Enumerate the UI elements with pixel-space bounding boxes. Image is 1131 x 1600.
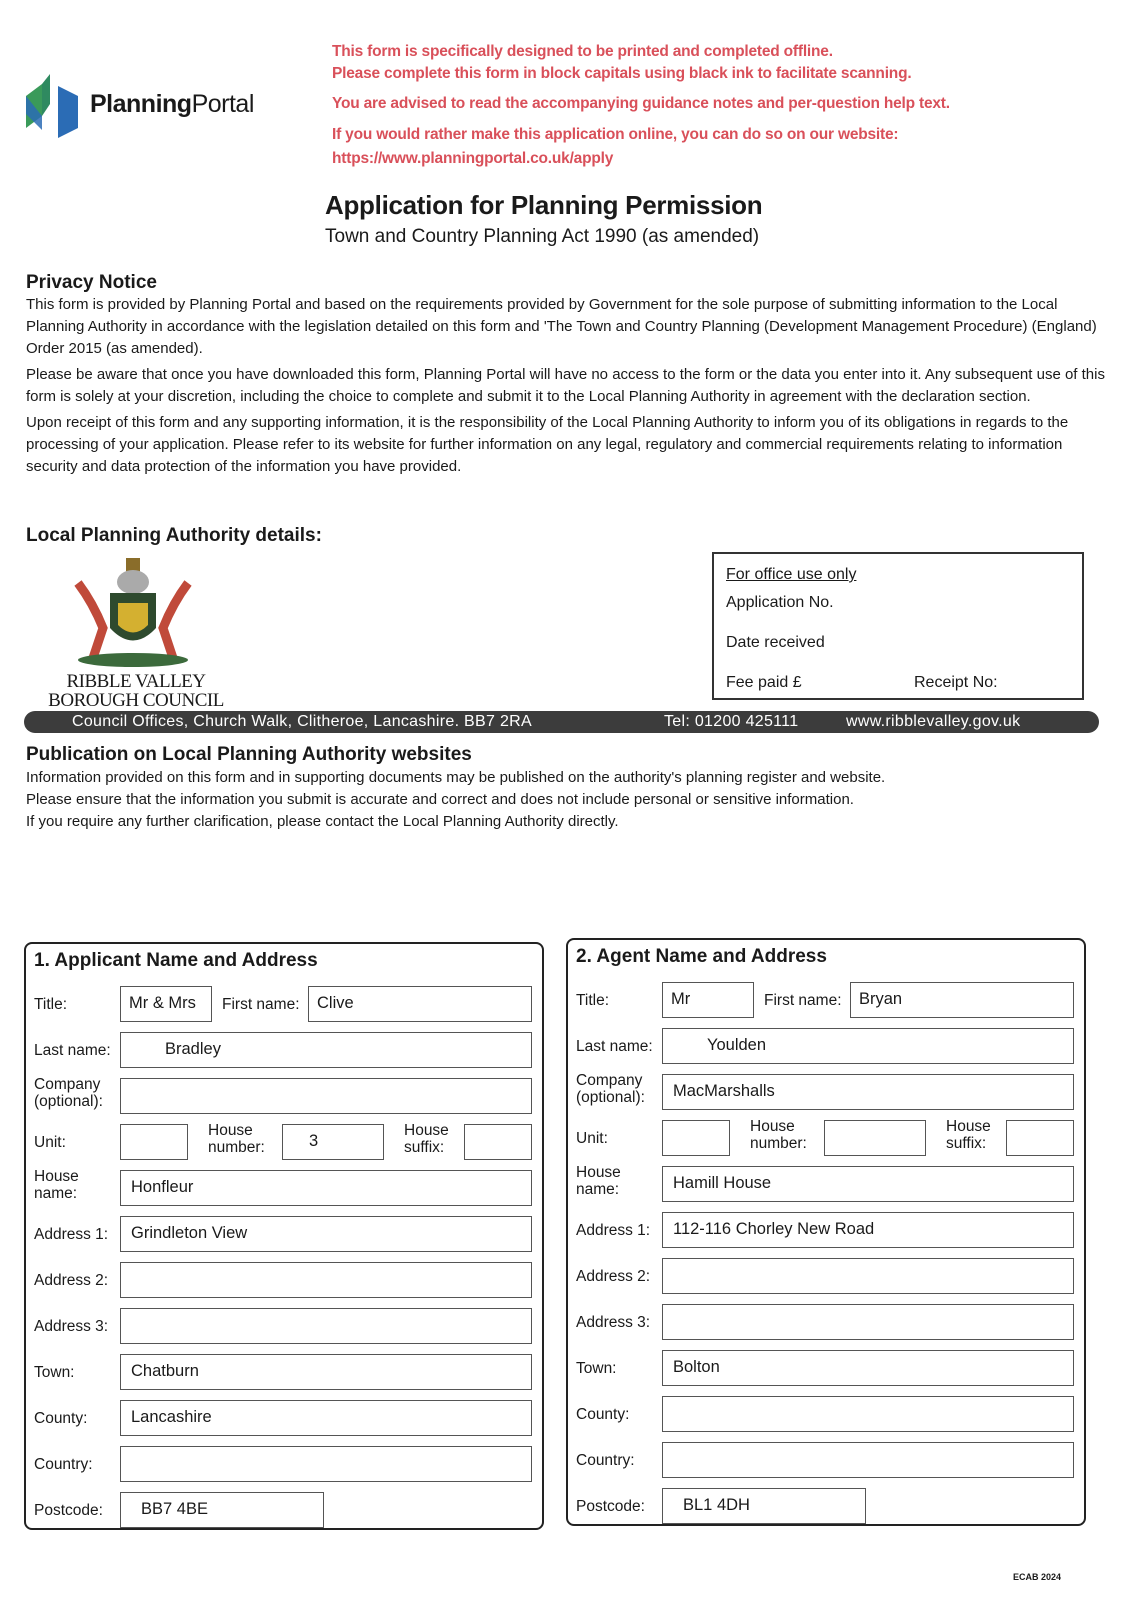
address1-field[interactable]: Grindleton View (120, 1216, 532, 1252)
label-title: Title: (34, 996, 68, 1013)
label-postcode: Postcode: (576, 1498, 645, 1515)
label-address2: Address 2: (34, 1272, 109, 1289)
publication-heading: Publication on Local Planning Authority websites (26, 744, 472, 765)
council-crest-icon (58, 558, 208, 668)
label-address1: Address 1: (34, 1226, 109, 1243)
label-postcode: Postcode: (34, 1502, 103, 1519)
council-name (36, 672, 236, 710)
lpa-heading: Local Planning Authority details: (26, 525, 322, 546)
logo-text-bold: Planning (90, 90, 192, 118)
title-field[interactable]: Mr & Mrs (120, 986, 212, 1022)
notice-1: This form is specifically designed to be printed and completed offline. (332, 43, 833, 60)
privacy-text (26, 294, 1106, 482)
notice-url[interactable]: https://www.planningportal.co.uk/apply (332, 150, 614, 167)
label-county: County: (34, 1410, 88, 1427)
title-field[interactable]: Mr (662, 982, 754, 1018)
label-county: County: (576, 1406, 630, 1423)
postcode-field[interactable]: BB7 4BE (120, 1492, 324, 1528)
address3-field[interactable] (120, 1308, 532, 1344)
label-country: Country: (576, 1452, 635, 1469)
county-field[interactable] (662, 1396, 1074, 1432)
label-last-name: Last name: (576, 1038, 653, 1055)
logo-text-light: Portal (191, 90, 254, 118)
label-address3: Address 3: (576, 1314, 651, 1331)
house-suffix-field[interactable] (1006, 1120, 1074, 1156)
privacy-para: Upon receipt of this form and any supporting information, it is the responsibility of the Local Planning Authority to inform you of its obligations in regards to the processing of your application. Please refer to its website for further information on any legal, regulatory and commercial requirements relating to information security and data protection of the information you have provided. (26, 414, 1069, 475)
county-field[interactable]: Lancashire (120, 1400, 532, 1436)
label-unit: Unit: (576, 1130, 608, 1147)
fee-paid-label: Fee paid £ (726, 674, 802, 691)
publication-line: Please ensure that the information you submit is accurate and correct and does not include personal or sensitive information. (26, 791, 854, 808)
label-unit: Unit: (34, 1134, 66, 1151)
date-received-label: Date received (726, 634, 825, 651)
privacy-para: Please be aware that once you have downloaded this form, Planning Portal will have no access to the form or the data you enter into it. Any subsequent use of this form is solely at your discretion, including the choice to complete and submit it to the Local Planning Authority in agreement with the declaration section. (26, 366, 1105, 405)
applicant-panel (24, 942, 544, 1530)
council-name-line2: BOROUGH COUNCIL (48, 690, 224, 711)
postcode-field[interactable]: BL1 4DH (662, 1488, 866, 1524)
house-number-field[interactable]: 3 (282, 1124, 384, 1160)
label-town: Town: (576, 1360, 617, 1377)
address2-field[interactable] (120, 1262, 532, 1298)
privacy-heading: Privacy Notice (26, 272, 157, 293)
label-address1: Address 1: (576, 1222, 651, 1239)
applicant-heading: 1. Applicant Name and Address (34, 950, 318, 971)
address2-field[interactable] (662, 1258, 1074, 1294)
last-name-field[interactable]: Youlden (662, 1028, 1074, 1064)
office-use-heading: For office use only (726, 566, 857, 583)
company-field[interactable]: MacMarshalls (662, 1074, 1074, 1110)
address3-field[interactable] (662, 1304, 1074, 1340)
application-no-label: Application No. (726, 594, 834, 611)
last-name-field[interactable]: Bradley (120, 1032, 532, 1068)
label-house-name: House name: (576, 1164, 621, 1198)
council-name-line1: RIBBLE VALLEY (66, 671, 206, 692)
receipt-no-label: Receipt No: (914, 674, 998, 691)
council-website[interactable]: www.ribblevalley.gov.uk (846, 713, 1021, 730)
house-suffix-field[interactable] (464, 1124, 532, 1160)
notice-3: You are advised to read the accompanying guidance notes and per-question help text. (332, 95, 950, 112)
planning-portal-logo-icon (22, 74, 82, 138)
country-field[interactable] (662, 1442, 1074, 1478)
address1-field[interactable]: 112-116 Chorley New Road (662, 1212, 1074, 1248)
privacy-para: This form is provided by Planning Portal and based on the requirements provided by Government for the sole purpose of submitting information to the Local Planning Authority in accordance with the legislation detailed on this form and 'The Town and Country Planning (Development Management Procedure) (England) Order 2015 (as amended). (26, 296, 1097, 357)
country-field[interactable] (120, 1446, 532, 1482)
label-house-name: House name: (34, 1168, 79, 1202)
label-house-suffix: House suffix: (946, 1118, 991, 1152)
notice-4: If you would rather make this application online, you can do so on our website: (332, 126, 899, 143)
label-title: Title: (576, 992, 610, 1009)
label-company: Company (optional): (34, 1076, 103, 1110)
office-use-box (712, 552, 1084, 700)
label-address2: Address 2: (576, 1268, 651, 1285)
label-country: Country: (34, 1456, 93, 1473)
council-tel: Tel: 01200 425111 (664, 713, 799, 730)
planning-portal-logo (22, 74, 292, 138)
notice-2: Please complete this form in block capitals using black ink to facilitate scanning. (332, 65, 912, 82)
council-contact-band (24, 711, 1099, 733)
page-subtitle: Town and Country Planning Act 1990 (as amended) (325, 226, 760, 247)
first-name-field[interactable]: Clive (308, 986, 532, 1022)
agent-panel (566, 938, 1086, 1526)
page-title: Application for Planning Permission (325, 190, 763, 220)
label-address3: Address 3: (34, 1318, 109, 1335)
town-field[interactable]: Bolton (662, 1350, 1074, 1386)
label-first-name: First name: (764, 992, 842, 1009)
label-house-number: House number: (208, 1122, 265, 1156)
town-field[interactable]: Chatburn (120, 1354, 532, 1390)
house-name-field[interactable]: Hamill House (662, 1166, 1074, 1202)
council-address: Council Offices, Church Walk, Clitheroe, Lancashire. BB7 2RA (72, 713, 532, 730)
publication-text (26, 767, 1106, 833)
label-house-number: House number: (750, 1118, 807, 1152)
publication-line: Information provided on this form and in supporting documents may be published on the authority's planning register and website. (26, 769, 886, 786)
house-name-field[interactable]: Honfleur (120, 1170, 532, 1206)
label-town: Town: (34, 1364, 75, 1381)
label-first-name: First name: (222, 996, 300, 1013)
publication-line: If you require any further clarification, please contact the Local Planning Authority directly. (26, 813, 619, 830)
first-name-field[interactable]: Bryan (850, 982, 1074, 1018)
house-number-field[interactable] (824, 1120, 926, 1156)
label-last-name: Last name: (34, 1042, 111, 1059)
company-field[interactable] (120, 1078, 532, 1114)
label-company: Company (optional): (576, 1072, 645, 1106)
unit-field[interactable] (662, 1120, 730, 1156)
agent-heading: 2. Agent Name and Address (576, 946, 827, 967)
form-code: ECAB 2024 (1012, 1572, 1061, 1582)
label-house-suffix: House suffix: (404, 1122, 449, 1156)
unit-field[interactable] (120, 1124, 188, 1160)
